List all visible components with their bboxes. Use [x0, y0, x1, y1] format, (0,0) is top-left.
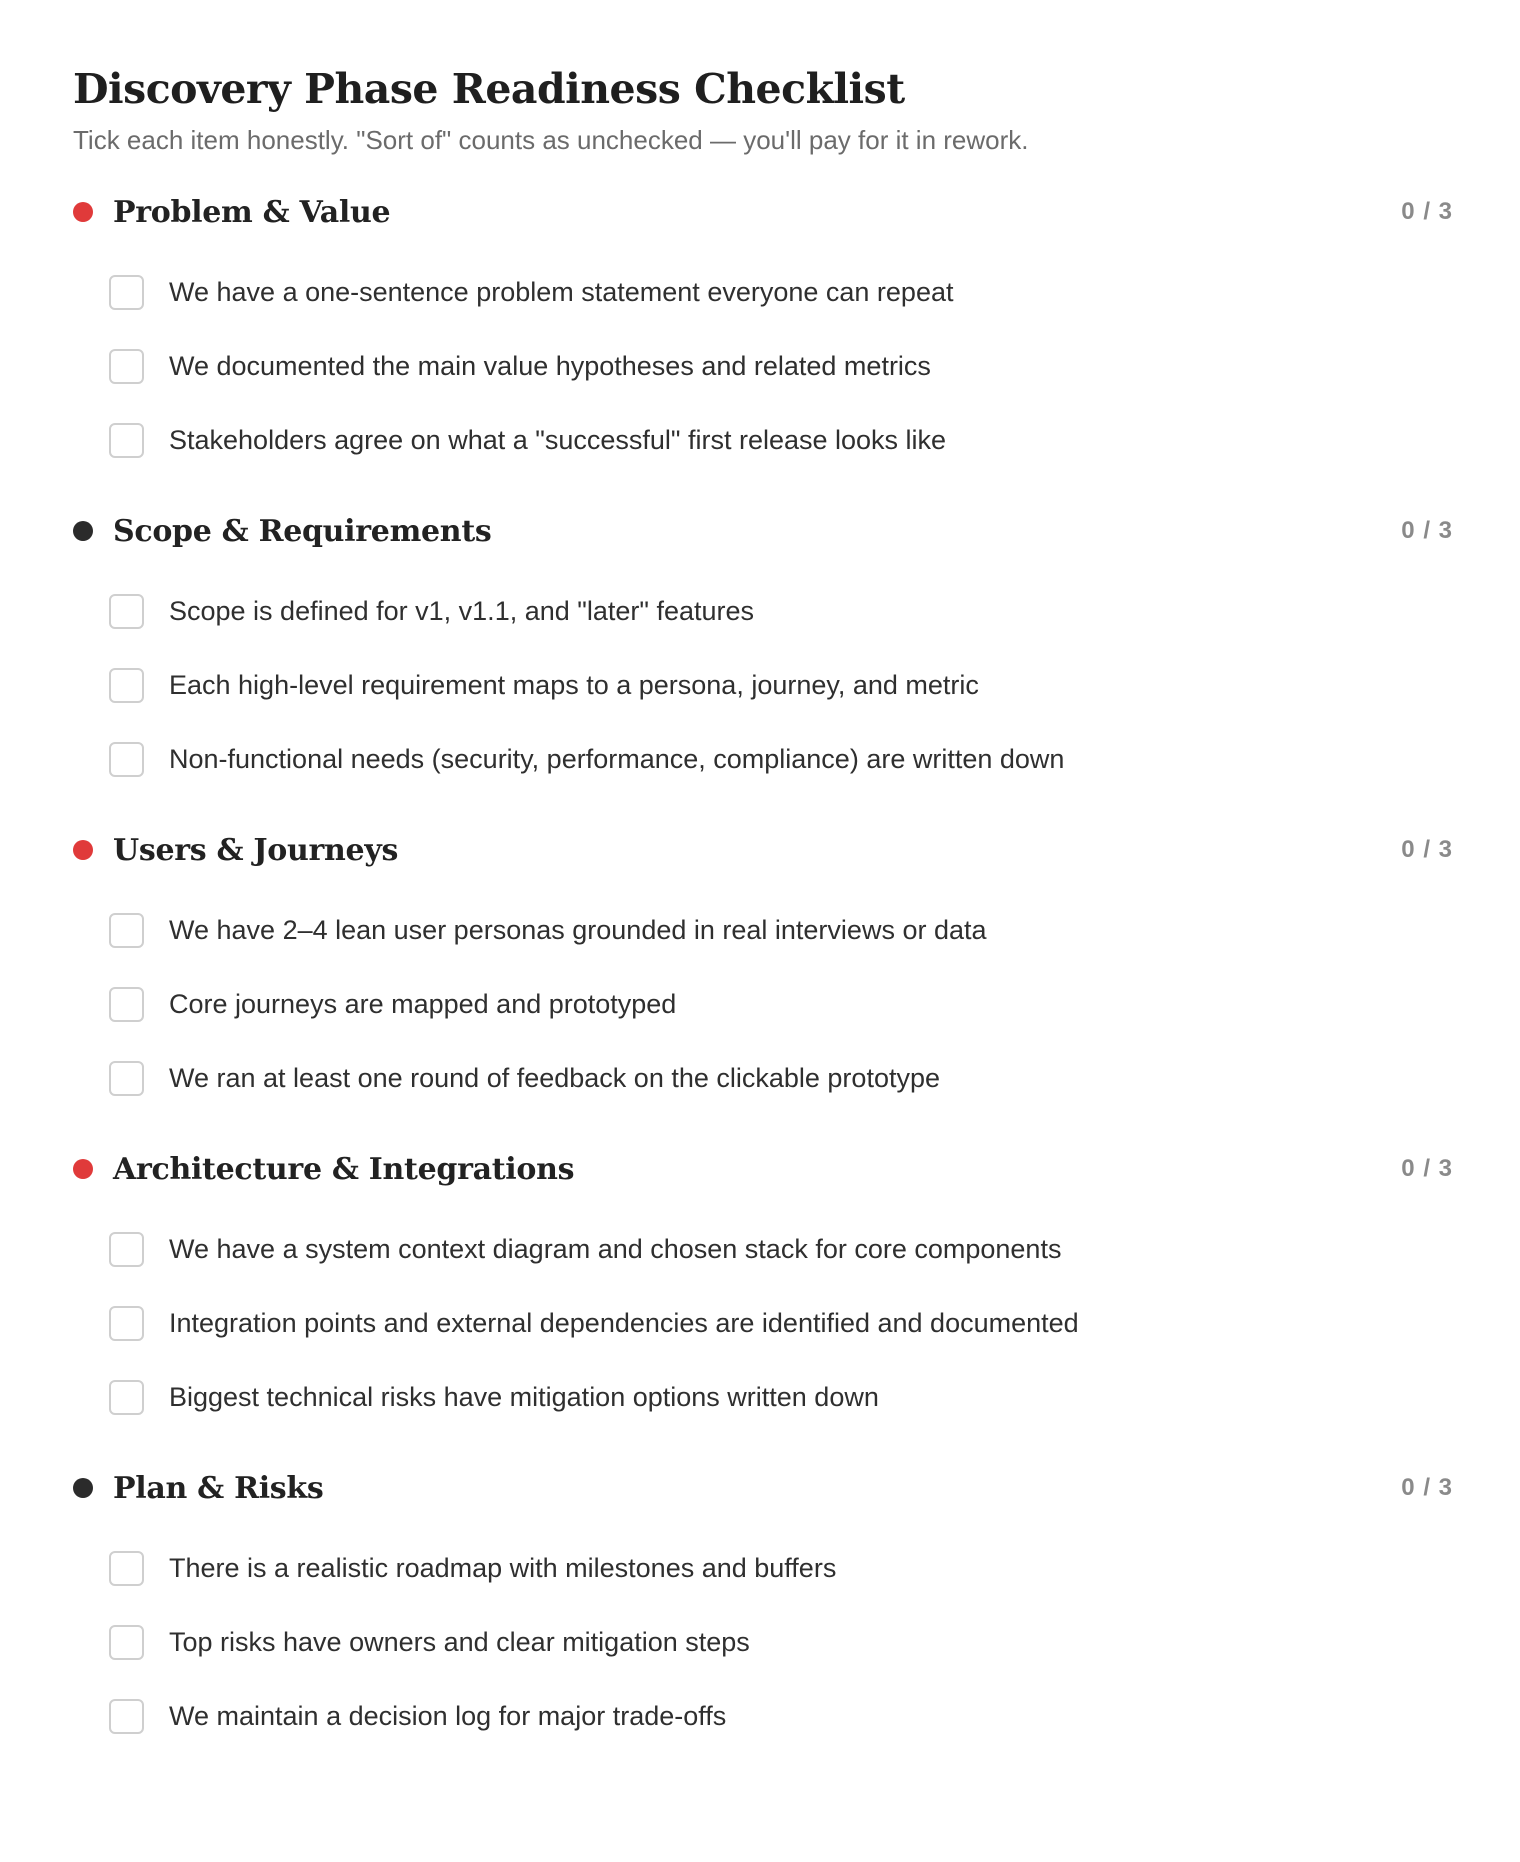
section-problem-value [73, 182, 1453, 501]
checklist-item-label[interactable]: Integration points and external dependencies are identified and documented [169, 1307, 1079, 1338]
checklist-item[interactable] [73, 329, 1453, 403]
page-subtitle: Tick each item honestly. "Sort of" counts as unchecked — you'll pay for it in rework. [73, 125, 1029, 155]
checkbox[interactable] [109, 275, 144, 310]
checkbox[interactable] [109, 349, 144, 384]
checklist-item[interactable] [73, 574, 1453, 648]
page-title: Discovery Phase Readiness Checklist [73, 65, 905, 113]
checklist-item-label[interactable]: Non-functional needs (security, performance, compliance) are written down [169, 743, 1065, 774]
checklist-item-label[interactable]: We maintain a decision log for major trade-offs [169, 1700, 727, 1731]
section-architecture-integrations [73, 1139, 1453, 1458]
checklist-item-label[interactable]: Each high-level requirement maps to a persona, journey, and metric [169, 669, 979, 700]
section-users-journeys [73, 820, 1453, 1139]
section-header [73, 182, 1453, 242]
section-title: Architecture & Integrations [113, 1151, 575, 1187]
section-progress-count: 0 / 3 [1401, 1155, 1453, 1182]
checklist-item[interactable] [73, 648, 1453, 722]
checkbox[interactable] [109, 1625, 144, 1660]
checklist-sections [73, 182, 1453, 1777]
checklist-item[interactable] [73, 893, 1453, 967]
status-dot-icon [73, 1478, 93, 1498]
checklist-item[interactable] [73, 1679, 1453, 1753]
section-progress-count: 0 / 3 [1401, 517, 1453, 544]
checklist-item-label[interactable]: We documented the main value hypotheses and related metrics [169, 350, 931, 381]
checklist-item-label[interactable]: We have a system context diagram and chosen stack for core components [169, 1233, 1062, 1264]
checklist-item[interactable] [73, 255, 1453, 329]
section-progress-count: 0 / 3 [1401, 836, 1453, 863]
checklist-item-label[interactable]: We have 2–4 lean user personas grounded in real interviews or data [169, 914, 987, 945]
checkbox[interactable] [109, 423, 144, 458]
checklist-items [73, 574, 1453, 796]
checklist-item-label[interactable]: Stakeholders agree on what a "successful" first release looks like [169, 424, 947, 455]
section-header [73, 820, 1453, 880]
status-dot-icon [73, 521, 93, 541]
checklist-item[interactable] [73, 1360, 1453, 1434]
status-dot-icon [73, 202, 93, 222]
checklist-items [73, 1212, 1453, 1434]
checkbox[interactable] [109, 913, 144, 948]
checklist-item[interactable] [73, 1605, 1453, 1679]
checklist-item[interactable] [73, 967, 1453, 1041]
checklist-item-label[interactable]: We have a one-sentence problem statement everyone can repeat [169, 276, 954, 307]
checklist-item-label[interactable]: Biggest technical risks have mitigation options written down [169, 1381, 879, 1412]
checkbox[interactable] [109, 1551, 144, 1586]
checklist-item-label[interactable]: Top risks have owners and clear mitigation steps [169, 1626, 750, 1657]
section-progress-count: 0 / 3 [1401, 1474, 1453, 1501]
section-title: Scope & Requirements [113, 513, 492, 549]
checkbox[interactable] [109, 668, 144, 703]
checkbox[interactable] [109, 1306, 144, 1341]
status-dot-icon [73, 1159, 93, 1179]
checkbox[interactable] [109, 742, 144, 777]
checklist-item-label[interactable]: We ran at least one round of feedback on the clickable prototype [169, 1062, 940, 1093]
checklist-items [73, 255, 1453, 477]
checklist-item[interactable] [73, 1531, 1453, 1605]
checklist-item-label[interactable]: There is a realistic roadmap with milestones and buffers [169, 1552, 837, 1583]
checkbox[interactable] [109, 1232, 144, 1267]
checkbox[interactable] [109, 1699, 144, 1734]
checklist-item[interactable] [73, 722, 1453, 796]
section-title: Users & Journeys [113, 832, 399, 868]
checklist-item[interactable] [73, 1041, 1453, 1115]
checklist-item-label[interactable]: Core journeys are mapped and prototyped [169, 988, 677, 1019]
checkbox[interactable] [109, 987, 144, 1022]
status-dot-icon [73, 840, 93, 860]
checklist-items [73, 893, 1453, 1115]
checklist-item-label[interactable]: Scope is defined for v1, v1.1, and "later" features [169, 595, 755, 626]
checkbox[interactable] [109, 594, 144, 629]
checkbox[interactable] [109, 1061, 144, 1096]
section-header [73, 1458, 1453, 1518]
section-header [73, 1139, 1453, 1199]
section-plan-risks [73, 1458, 1453, 1777]
section-progress-count: 0 / 3 [1401, 198, 1453, 225]
section-title: Problem & Value [113, 194, 391, 230]
checklist-page [73, 58, 1453, 1777]
section-title: Plan & Risks [113, 1470, 324, 1506]
section-scope-requirements [73, 501, 1453, 820]
checklist-item[interactable] [73, 1212, 1453, 1286]
checklist-items [73, 1531, 1453, 1753]
section-header [73, 501, 1453, 561]
checklist-item[interactable] [73, 1286, 1453, 1360]
checklist-item[interactable] [73, 403, 1453, 477]
checkbox[interactable] [109, 1380, 144, 1415]
